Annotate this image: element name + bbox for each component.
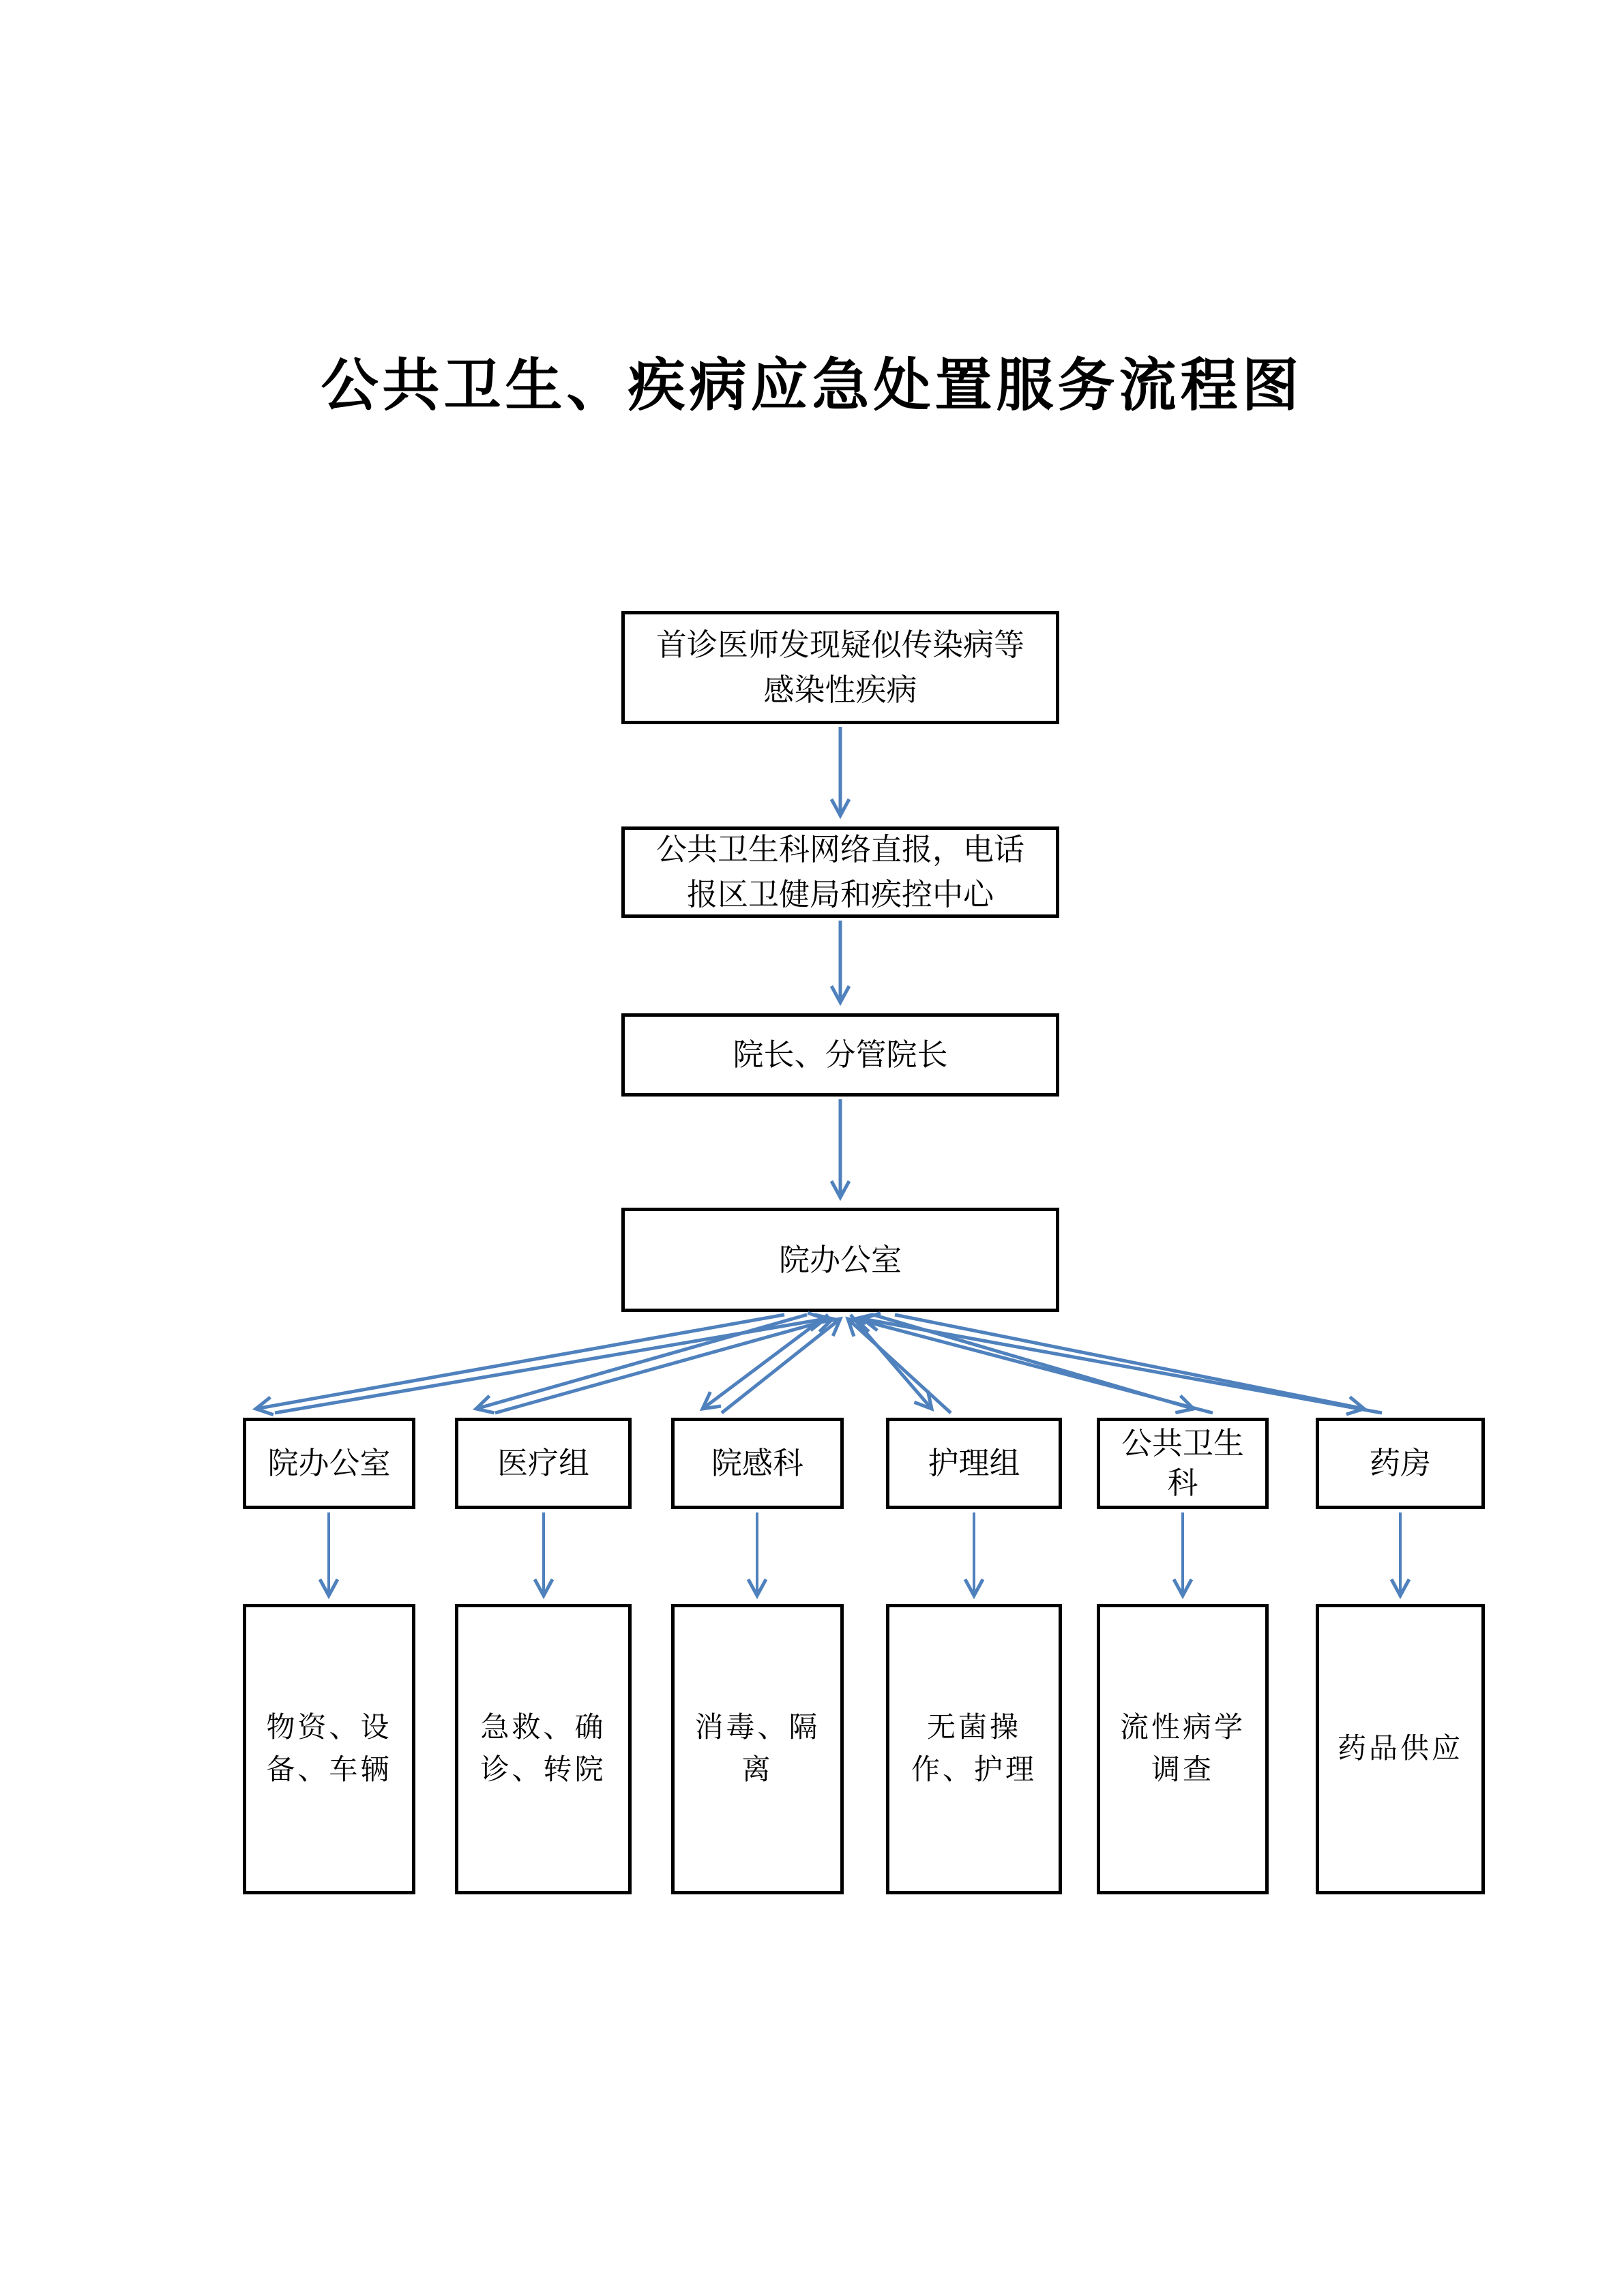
arrow-office-to-dept3 — [703, 1315, 828, 1409]
dept-box-hospital-office — [243, 1418, 415, 1509]
task-label: 作、护理 — [911, 1755, 1037, 1786]
flow-node-hospital-office — [621, 1208, 1059, 1312]
arrow-office-to-dept2 — [476, 1315, 807, 1409]
flow-node-first-visit-doctor — [621, 611, 1059, 724]
task-box-aseptic-operation-nursing — [886, 1604, 1062, 1894]
arrow-dept3-to-office — [722, 1319, 840, 1413]
task-label: 物资、设 — [266, 1712, 392, 1744]
dept-box-nursing-team — [886, 1418, 1062, 1509]
task-label: 离 — [741, 1755, 773, 1786]
flow-node-text: 首诊医师发现疑似传染病等 — [655, 628, 1024, 662]
dept-box-public-health — [1097, 1418, 1269, 1509]
task-box-supplies-equipment-vehicles — [243, 1604, 415, 1894]
arrow-dept4-to-office — [848, 1319, 951, 1413]
dept-box-infection-control — [671, 1418, 844, 1509]
task-label: 调查 — [1151, 1755, 1214, 1786]
dept-label: 公共卫生 — [1121, 1427, 1244, 1461]
arrow-dept2-to-office — [495, 1319, 833, 1413]
task-label: 无菌操 — [926, 1712, 1021, 1744]
dept-label: 药房 — [1369, 1446, 1431, 1480]
task-box-epidemiology-survey — [1097, 1604, 1269, 1894]
dept-label: 科 — [1167, 1466, 1198, 1500]
task-label: 消毒、隔 — [694, 1712, 821, 1744]
arrow-dept6-to-office — [863, 1319, 1382, 1413]
task-label: 急救、确 — [480, 1712, 606, 1744]
arrow-office-to-dept6 — [895, 1315, 1364, 1409]
flow-node-text: 感染性疾病 — [763, 673, 917, 707]
arrow-dept1-to-office — [275, 1319, 825, 1413]
task-box-disinfection-isolation — [671, 1604, 844, 1894]
arrow-office-to-dept1 — [256, 1315, 784, 1409]
dept-label: 护理组 — [928, 1446, 1020, 1480]
dept-label: 院感科 — [711, 1446, 803, 1480]
dept-box-pharmacy — [1316, 1418, 1485, 1509]
arrow-dept5-to-office — [855, 1319, 1213, 1413]
task-label: 诊、转院 — [480, 1755, 606, 1786]
dept-box-medical-team — [455, 1418, 632, 1509]
task-label: 药品供应 — [1337, 1733, 1463, 1765]
task-box-first-aid-diagnosis-transfer — [455, 1604, 632, 1894]
flow-node-text: 报区卫健局和疾控中心 — [686, 878, 994, 912]
arrow-office-to-dept5 — [873, 1315, 1194, 1409]
flow-node-president — [621, 1013, 1059, 1097]
dept-label: 院办公室 — [267, 1446, 391, 1480]
page-title: 公共卫生、疾病应急处置服务流程图 — [321, 355, 1303, 418]
task-label: 备、车辆 — [266, 1755, 392, 1786]
dept-label: 医疗组 — [497, 1446, 589, 1480]
arrow-office-to-dept4 — [851, 1315, 932, 1409]
flow-node-text: 院办公室 — [778, 1242, 902, 1277]
task-label: 流性病学 — [1119, 1712, 1245, 1744]
task-box-drug-supply — [1316, 1604, 1485, 1894]
flow-node-public-health-report — [621, 826, 1059, 918]
flow-node-text: 院长、分管院长 — [733, 1038, 948, 1072]
flow-node-text: 公共卫生科网络直报，电话 — [655, 833, 1024, 867]
